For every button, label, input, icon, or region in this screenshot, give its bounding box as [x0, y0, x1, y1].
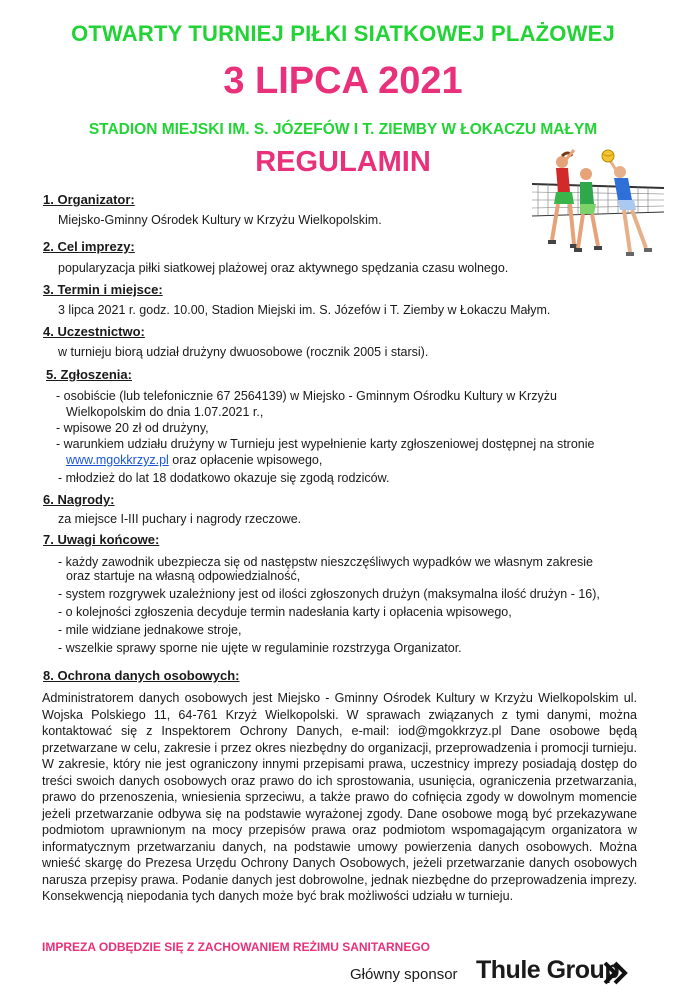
- final-notes-line: oraz startuje na własną odpowiedzialność,: [66, 569, 301, 583]
- chevron-logo-icon: [603, 961, 629, 985]
- section-heading-prizes: 6. Nagrody:: [43, 492, 115, 507]
- event-title: OTWARTY TURNIEJ PIŁKI SIATKOWEJ PLAŻOWEJ: [71, 21, 615, 46]
- section-heading-participation: 4. Uczestnictwo:: [43, 324, 145, 339]
- registration-line: Wielkopolskim do dnia 1.07.2021 r.,: [66, 405, 264, 419]
- net-icon: [532, 184, 664, 216]
- player-red-icon: [548, 150, 578, 248]
- final-notes-line: - o kolejności zgłoszenia decyduje termin nadesłania karty i opłacenia wpisowego,: [58, 605, 512, 619]
- section-heading-registration: 5. Zgłoszenia:: [46, 367, 132, 382]
- event-date: 3 LIPCA 2021: [223, 60, 463, 102]
- player-blue-icon: [606, 154, 652, 256]
- section-heading-purpose: 2. Cel imprezy:: [43, 239, 135, 254]
- date-place-text: 3 lipca 2021 r. godz. 10.00, Stadion Miejski im. S. Józefów i T. Ziemby w Łokaczu Małym.: [58, 303, 551, 317]
- organizer-text: Miejsko-Gminny Ośrodek Kultury w Krzyżu Wielkopolskim.: [58, 213, 382, 227]
- document-title: REGULAMIN: [255, 146, 431, 178]
- website-link[interactable]: www.mgokkrzyz.pl: [66, 453, 169, 467]
- registration-line: - warunkiem udziału drużyny w Turnieju jest wypełnienie karty zgłoszeniowej dostępnej na stronie: [56, 437, 595, 451]
- participation-text: w turnieju biorą udział drużyny dwuosobowe (rocznik 2005 i starsi).: [58, 345, 429, 359]
- registration-line: - osobiście (lub telefonicznie 67 2564139) w Miejsko - Gminnym Ośrodku Kultury w Krzyżu: [56, 389, 557, 403]
- registration-line: [66, 453, 322, 467]
- sponsor-logo-text: Thule Group: [476, 956, 620, 984]
- final-notes-line: - mile widziane jednakowe stroje,: [58, 623, 242, 637]
- section-heading-final-notes: 7. Uwagi końcowe:: [43, 532, 160, 547]
- section-heading-organizer: 1. Organizator:: [43, 192, 135, 207]
- section-heading-data-protection: 8. Ochrona danych osobowych:: [43, 668, 240, 683]
- registration-line: - wpisowe 20 zł od drużyny,: [56, 421, 209, 435]
- purpose-text: popularyzacja piłki siatkowej plażowej oraz aktywnego spędzania czasu wolnego.: [58, 261, 509, 275]
- volleyball-players-illustration: [528, 148, 668, 278]
- event-venue: STADION MIEJSKI IM. S. JÓZEFÓW I T. ZIEMBY W ŁOKACZU MAŁYM: [88, 121, 598, 138]
- final-notes-line: - każdy zawodnik ubezpiecza się od następstw nieszczęśliwych wypadków we własnym zakresie: [58, 555, 593, 569]
- sponsor-label: Główny sponsor: [350, 966, 458, 983]
- registration-line-rest: oraz opłacenie wpisowego,: [168, 453, 323, 467]
- data-protection-text: Administratorem danych osobowych jest Miejsko - Gminny Ośrodek Kultury w Krzyżu Wielkopolskim ul. Wojska Polskiego 11, 64-761 Krzyż Wielkopolski. W sprawach związanych z tymi danymi, można kontaktować się z Inspektorem Ochrony Danych, e-mail: iod@mgokkrzyz.pl Dane osobowe będą przetwarzane w celu, zakresie i przez okres niezbędny do organizacji, przeprowadzenia i promocji turnieju. W zakresie, który nie jest ograniczony innymi przepisami prawa, uczestnicy imprezy posiadają dostęp do treści swoich danych osobowych oraz prawo do ich sprostowania, usunięcia, ograniczenia przetwarzania, prawo do przenoszenia, wniesienia sprzeciwu, a także prawo do cofnięcia zgody w dowolnym momencie jeżeli przetwarzanie odbywa się na podstawie wyrażonej zgody. Dane osobowe mogą być przekazywane podmiotom uprawnionym na mocy przepisów prawa oraz podmiotom wspomagającym organizatora w informatycznym przetwarzaniu danych, na podstawie umowy powierzenia danych osobowych. Można wnieść skargę do Prezesa Urzędu Ochrony Danych Osobowych, jeżeli przetwarzanie danych osobowych narusza przepisy prawa. Podanie danych jest dobrowolne, jednak niezbędne do przeprowadzenia imprezy. Konsekwencją niepodania tych danych może być brak możliwości udziału w turnieju.: [42, 691, 637, 903]
- final-notes-line: - system rozgrywek uzależniony jest od ilości zgłoszonych drużyn (maksymalna ilość drużyn - 16),: [58, 587, 600, 601]
- prizes-text: za miejsce I-III puchary i nagrody rzeczowe.: [58, 512, 302, 526]
- registration-line: - młodzież do lat 18 dodatkowo okazuje się zgodą rodziców.: [58, 471, 390, 485]
- ball-icon: [602, 150, 614, 162]
- sanitary-notice: IMPREZA ODBĘDZIE SIĘ Z ZACHOWANIEM REŻIMU SANITARNEGO: [42, 940, 431, 954]
- section-heading-date-place: 3. Termin i miejsce:: [43, 282, 163, 297]
- final-notes-line: - wszelkie sprawy sporne nie ujęte w regulaminie rozstrzyga Organizator.: [58, 641, 462, 655]
